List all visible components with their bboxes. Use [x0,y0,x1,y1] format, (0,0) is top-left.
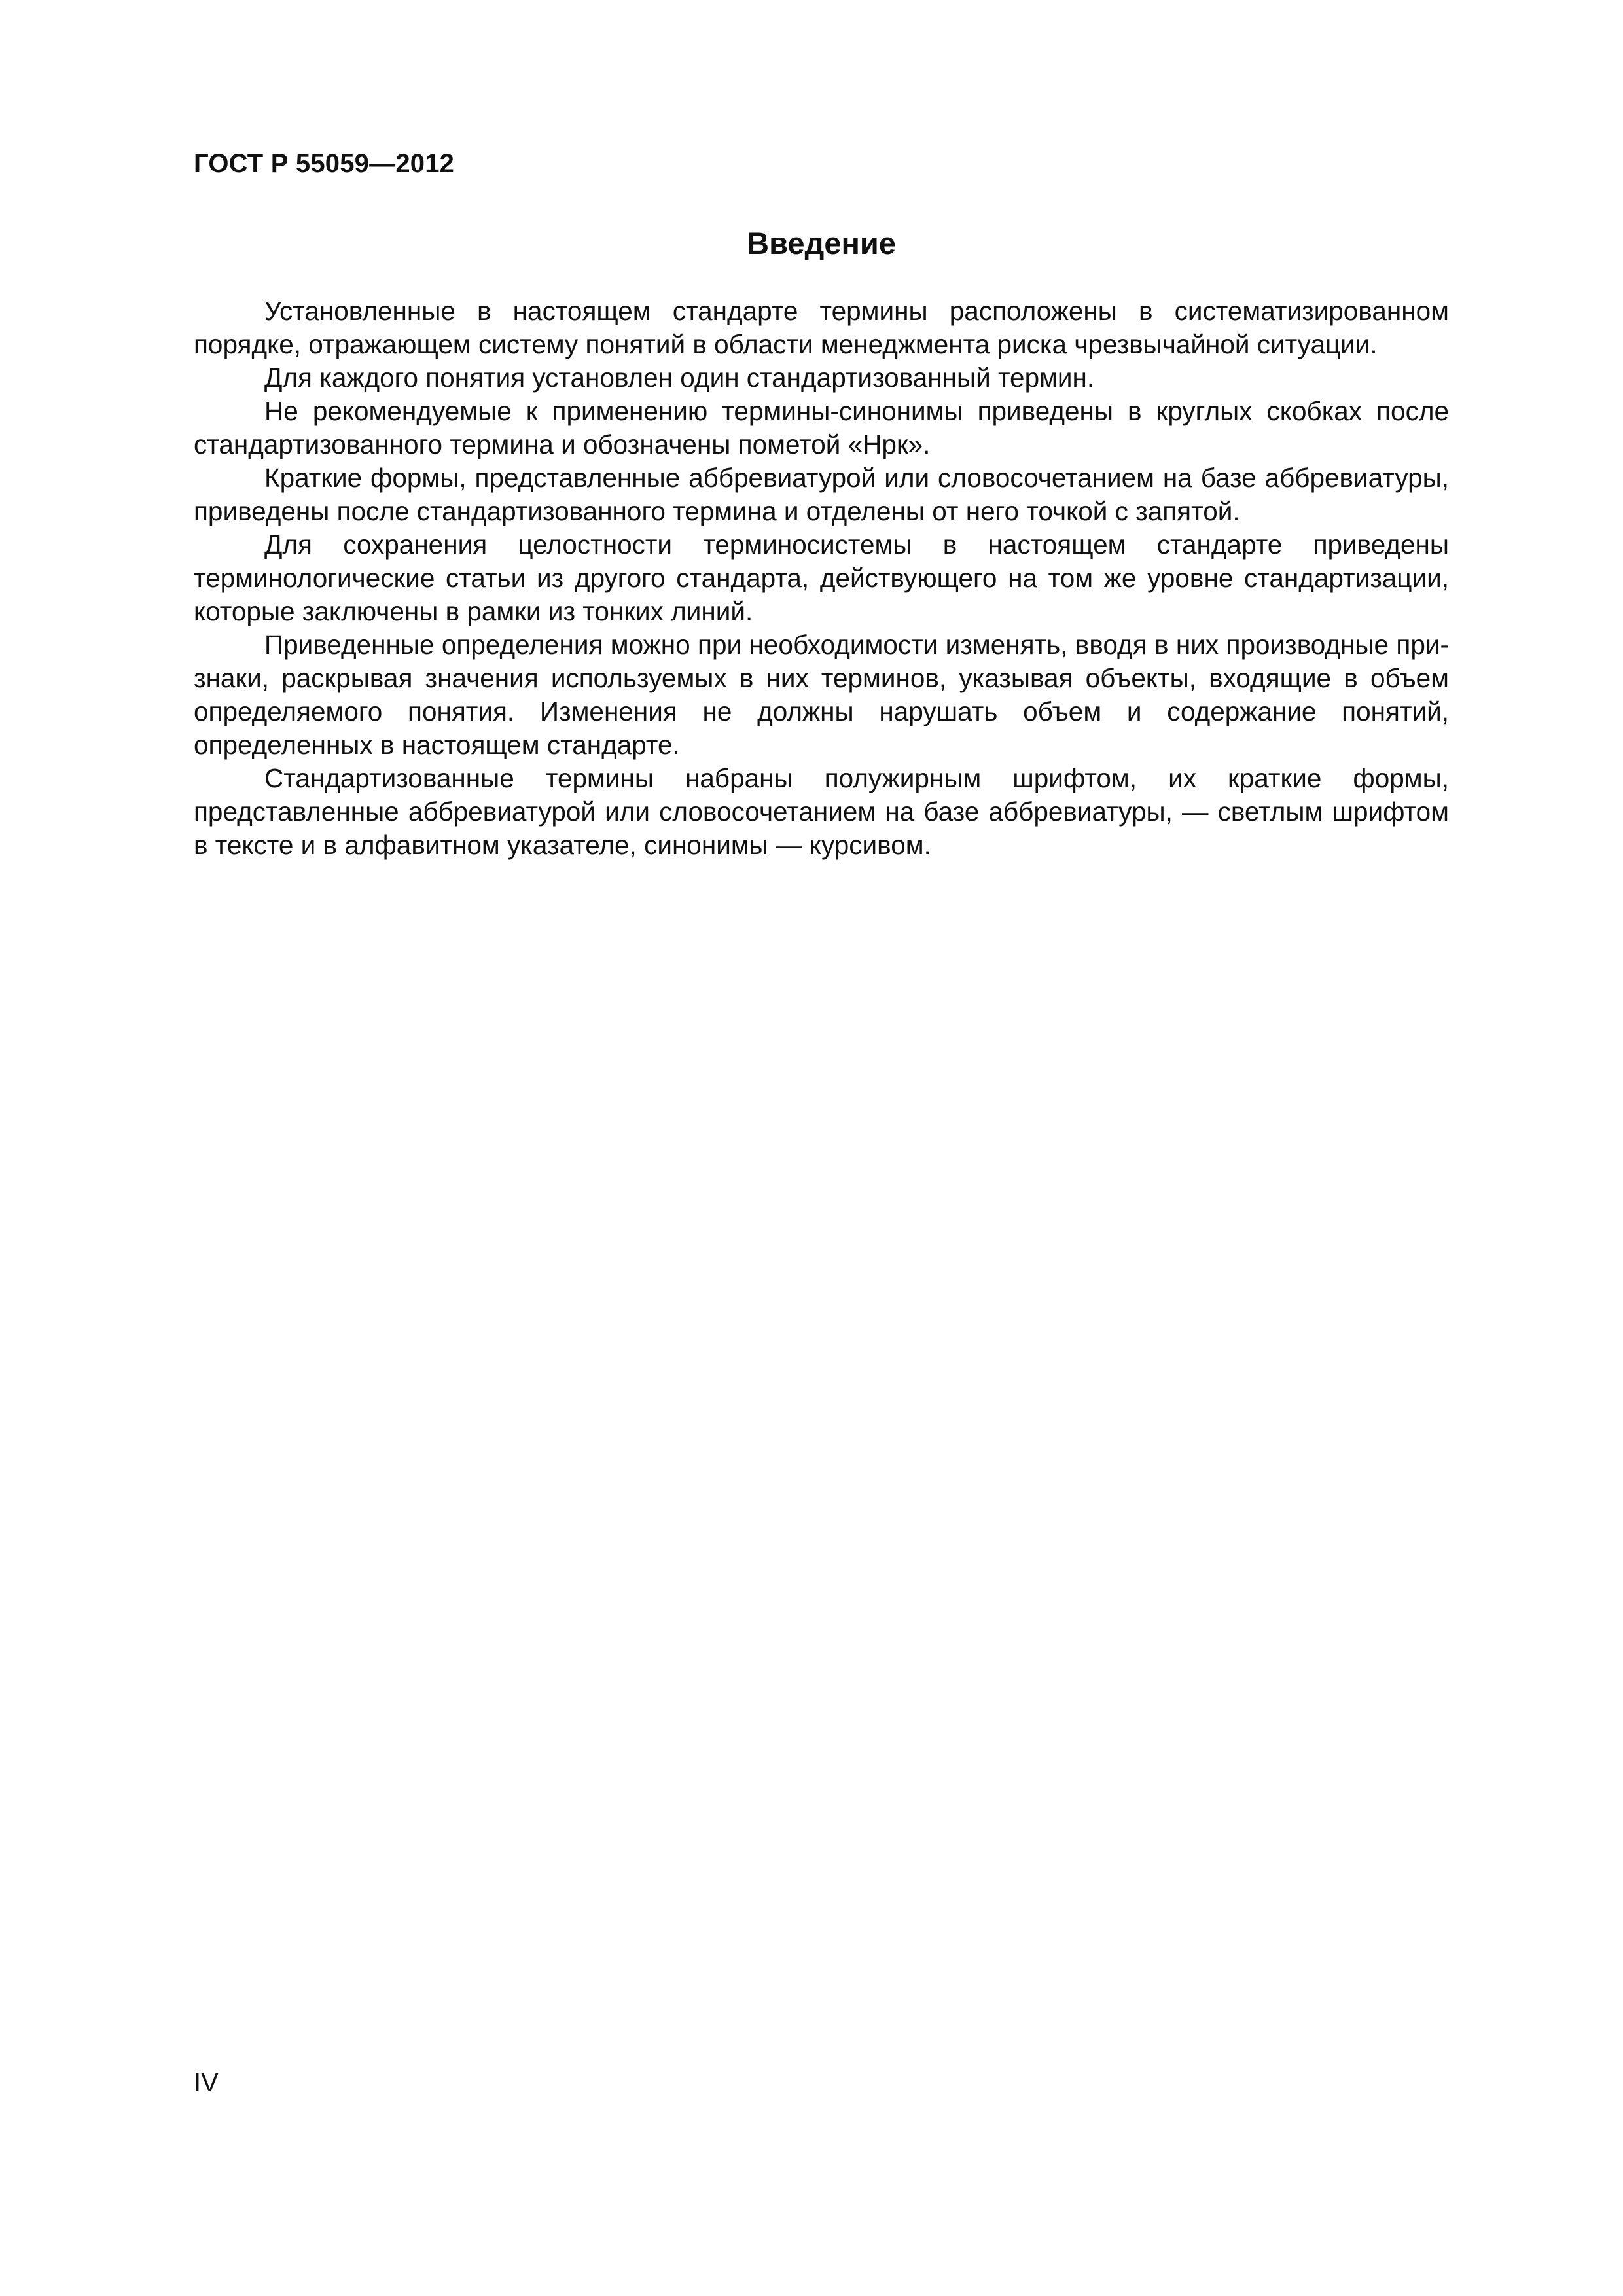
paragraph: Для сохранения целостности терминосистемы в настоящем стандарте приведены терминологические статьи из другого стандарта, действующего на том же уровне стандартизации, которые заключены в рамки из тонких линий. [194,529,1449,626]
paragraph: Не рекомендуемые к применению термины-синонимы приведены в круглых скобках после стандартизованного термина и обозначены пометой «Нрк». [194,396,1449,459]
introduction-body [194,295,1449,862]
paragraph: Для каждого понятия установлен один стандартизованный термин. [264,363,1095,393]
page-number: IV [194,2068,219,2097]
paragraph: Краткие формы, представленные аббревиатурой или словосочетанием на базе аббревиатуры, приведены после стандартизованного термина и отделены от него точкой с запятой. [194,463,1449,526]
paragraph: Стандартизованные термины набраны полужирным шрифтом, их краткие формы, представленные аббревиатурой или словосочетанием на базе аббревиатуры, — светлым шрифтом в тексте и в алфавитном указателе, синонимы — курсивом. [194,763,1449,860]
paragraph: Установленные в настоящем стандарте термины расположены в систематизированном порядке, отражающем систему понятий в области менеджмента риска чрезвычайной ситуации. [194,296,1449,359]
document-code: ГОСТ Р 55059—2012 [194,149,455,178]
paragraph: Приведенные определения можно при необходимости изменять, вводя в них производные признаки, раскрывая значения используемых в них терминов, указывая объекты, входящие в объем определяемого понятия. Изменения не должны нарушать объем и содержание понятий, определенных в настоящем стандарте. [194,630,1449,760]
section-title: Введение [747,226,896,260]
